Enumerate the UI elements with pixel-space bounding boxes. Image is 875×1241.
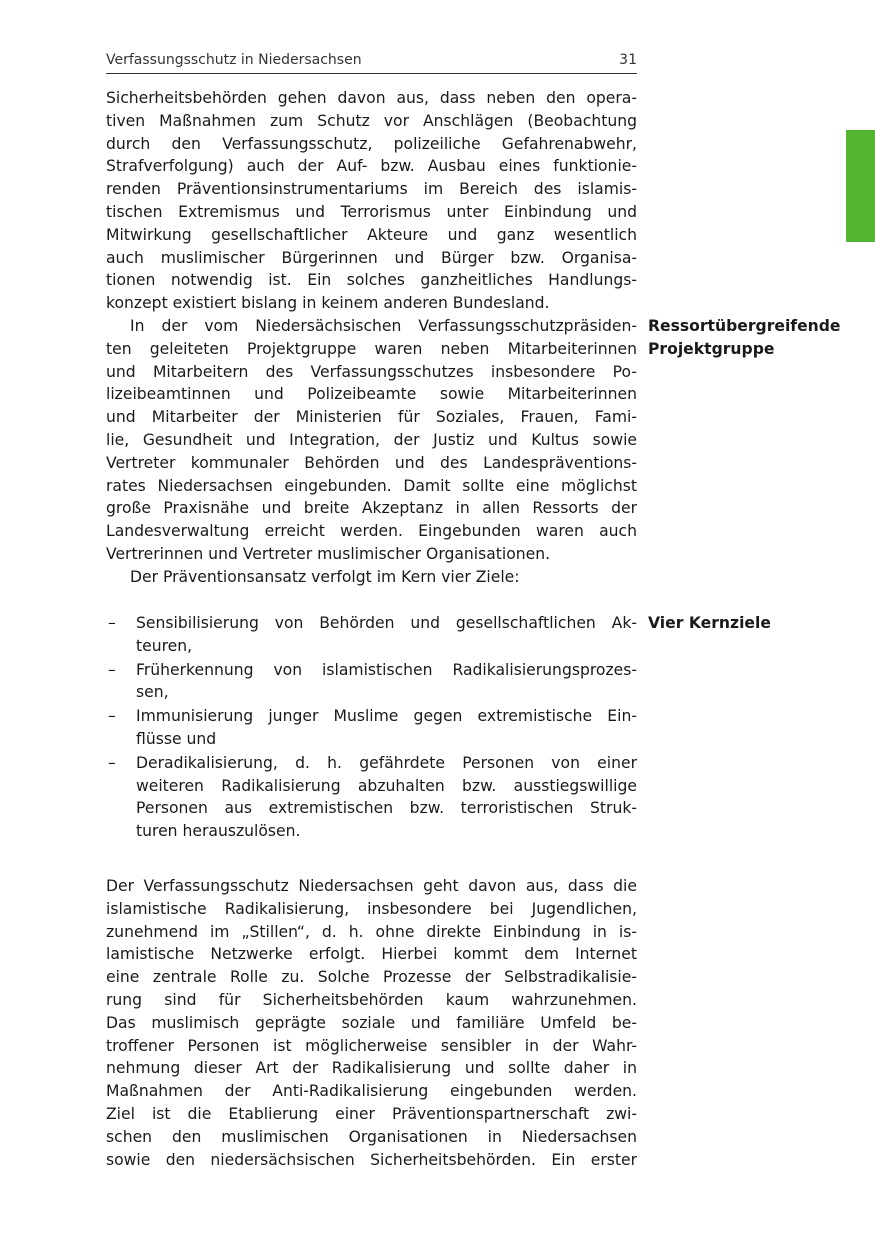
text-line: konzept existiert bislang in keinem anderen Bundesland. (106, 294, 550, 313)
goals-list (106, 612, 637, 844)
text-line: Der Verfassungsschutz Niedersachsen geht davon aus, dass die (106, 877, 637, 895)
text-line: Vertrerinnen und Vertreter muslimischer Organisationen. (106, 544, 551, 563)
text-line: tionen notwendig ist. Ein solches ganzheitliches Handlungs- (106, 271, 637, 290)
margin-note-line: Projektgruppe (648, 339, 775, 358)
paragraph-4 (106, 875, 637, 1171)
bullet-dash: – (108, 753, 116, 772)
text-line: Ziel ist die Etablierung einer Präventionspartnerschaft zwi- (106, 1104, 637, 1123)
bullet-dash: – (108, 660, 116, 679)
text-line: flüsse und (136, 729, 217, 748)
page-number: 31 (619, 52, 637, 68)
text-line: und Mitarbeiter der Ministerien für Soziales, Frauen, Fami- (106, 408, 637, 427)
text-line: Sicherheitsbehörden gehen davon aus, dass neben den opera- (106, 89, 637, 107)
text-line: Maßnahmen der Anti-Radikalisierung eingebunden werden. (106, 1082, 637, 1101)
text-line: und Mitarbeitern des Verfassungsschutzes insbesondere Po- (106, 362, 637, 381)
text-line: Strafverfolgung) auch der Auf- bzw. Ausbau eines funktionie- (106, 157, 637, 176)
text-line: große Praxisnähe und breite Akzeptanz in allen Ressorts der (106, 499, 637, 518)
text-line: lizeibeamtinnen und Polizeibeamte sowie Mitarbeiterinnen (106, 385, 637, 404)
list-item (106, 612, 637, 658)
chapter-tab-marker (846, 130, 875, 242)
text-line: rung sind für Sicherheitsbehörden kaum wahrzunehmen. (106, 990, 637, 1009)
text-line: durch den Verfassungsschutz, polizeiliche Gefahrenabwehr, (106, 134, 637, 153)
text-line: lie, Gesundheit und Integration, der Justiz und Kultus sowie (106, 430, 637, 449)
list-item (106, 659, 637, 705)
bullet-dash: – (108, 707, 116, 726)
margin-note-core-goals (648, 612, 848, 635)
text-line: tischen Extremismus und Terrorismus unter Einbindung und (106, 202, 637, 221)
text-line: Immunisierung junger Muslime gegen extremistische Ein- (136, 707, 637, 726)
text-line: ten geleiteten Projektgruppe waren neben Mitarbeiterinnen (106, 339, 637, 358)
text-line: Mitwirkung gesellschaftlicher Akteure und ganz wesentlich (106, 225, 637, 244)
text-line: Das muslimisch geprägte soziale und familiäre Umfeld be- (106, 1013, 637, 1032)
text-line: Landesverwaltung erreicht werden. Eingebunden waren auch (106, 522, 637, 541)
text-line: rates Niedersachsen eingebunden. Damit sollte eine möglichst (106, 476, 637, 495)
text-line: lamistische Netzwerke erfolgt. Hierbei kommt dem Internet (106, 945, 637, 964)
text-line: auch muslimischer Bürgerinnen und Bürger bzw. Organisa- (106, 248, 637, 267)
text-line: Früherkennung von islamistischen Radikalisierungsprozes- (136, 660, 637, 679)
paragraph-2 (106, 315, 637, 566)
margin-note-line: Vier Kernziele (648, 614, 771, 632)
text-line: eine zentrale Rolle zu. Solche Prozesse der Selbstradikalisie- (106, 968, 637, 987)
text-line: islamistische Radikalisierung, insbesondere bei Jugendlichen, (106, 899, 637, 918)
text-line: teuren, (136, 636, 193, 655)
text-line: tiven Maßnahmen zum Schutz vor Anschlägen (Beobachtung (106, 111, 637, 130)
margin-note-project-group (648, 315, 848, 361)
running-header (106, 51, 637, 74)
text-line: renden Präventionsinstrumentariums im Bereich des islamis- (106, 180, 637, 199)
text-line: sowie den niedersächsischen Sicherheitsbehörden. Ein erster (106, 1150, 637, 1169)
text-line: zunehmend im „Stillen“, d. h. ohne direkte Einbindung in is- (106, 922, 637, 941)
text-line: turen herauszulösen. (136, 822, 301, 841)
text-line: troffener Personen ist möglicherweise sensibler in der Wahr- (106, 1036, 637, 1055)
list-item (106, 752, 637, 843)
text-line: Deradikalisierung, d. h. gefährdete Personen von einer (136, 753, 637, 772)
margin-note-line: Ressortübergreifende (648, 317, 841, 335)
paragraph-1 (106, 87, 637, 315)
text-line: nehmung dieser Art der Radikalisierung und sollte daher in (106, 1059, 637, 1078)
list-item (106, 705, 637, 751)
text-line: weiteren Radikalisierung abzuhalten bzw. ausstiegswillige (136, 776, 637, 795)
bullet-dash: – (108, 614, 116, 632)
text-line: Sensibilisierung von Behörden und gesellschaftlichen Ak- (136, 614, 637, 632)
text-line: Personen aus extremistischen bzw. terroristischen Struk- (136, 799, 637, 818)
text-line: Vertreter kommunaler Behörden und des Landespräventions- (106, 453, 637, 472)
text-line: schen den muslimischen Organisationen in Niedersachsen (106, 1127, 637, 1146)
header-title: Verfassungsschutz in Niedersachsen (106, 52, 362, 68)
paragraph-3 (106, 566, 637, 589)
text-line: sen, (136, 683, 169, 702)
text-line: Der Präventionsansatz verfolgt im Kern vier Ziele: (130, 568, 520, 586)
text-line: In der vom Niedersächsischen Verfassungsschutzpräsiden- (130, 317, 637, 335)
